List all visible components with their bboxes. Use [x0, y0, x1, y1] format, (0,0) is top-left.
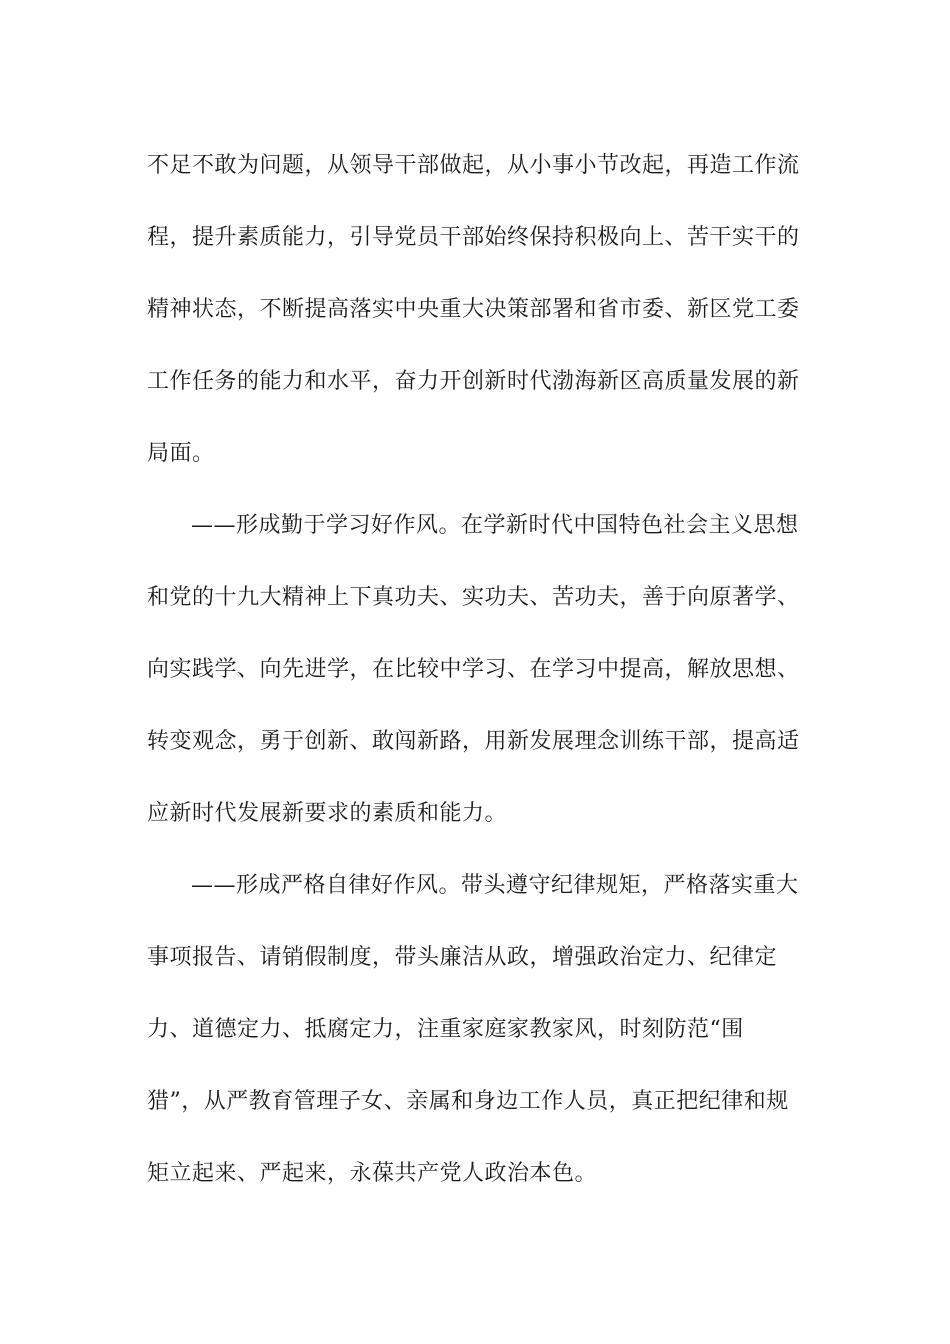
text-line: 不足不敢为问题，从领导干部做起，从小事小节改起，再造工作流	[147, 153, 800, 178]
paragraph	[147, 490, 807, 850]
text-line: 局面。	[147, 441, 215, 466]
text-line: 程，提升素质能力，引导党员干部始终保持积极向上、苦干实干的	[147, 225, 800, 250]
text-line: 精神状态，不断提高落实中央重大决策部署和省市委、新区党工委	[147, 297, 800, 322]
text-line: 和党的十九大精神上下真功夫、实功夫、苦功夫，善于向原著学、	[147, 585, 800, 610]
document-body	[147, 130, 807, 1210]
text-line: 向实践学、向先进学，在比较中学习、在学习中提高，解放思想、	[147, 657, 800, 682]
text-line: 猎”，从严教育管理子女、亲属和身边工作人员，真正把纪律和规	[147, 1089, 789, 1114]
text-line: 事项报告、请销假制度，带头廉洁从政，增强政治定力、纪律定	[147, 945, 778, 970]
text-line: 转变观念，勇于创新、敢闯新路，用新发展理念训练干部，提高适	[147, 729, 800, 754]
text-line: 力、道德定力、抵腐定力，注重家庭家教家风，时刻防范“围	[147, 1017, 744, 1042]
paragraph	[147, 850, 807, 1210]
paragraph	[147, 130, 807, 490]
text-line: 应新时代发展新要求的素质和能力。	[147, 801, 508, 826]
text-line: ——形成勤于学习好作风。在学新时代中国特色社会主义思想	[191, 513, 799, 538]
text-line: 矩立起来、严起来，永葆共产党人政治本色。	[147, 1161, 598, 1186]
text-line: ——形成严格自律好作风。带头遵守纪律规矩，严格落实重大	[191, 873, 799, 898]
text-line: 工作任务的能力和水平，奋力开创新时代渤海新区高质量发展的新	[147, 369, 800, 394]
